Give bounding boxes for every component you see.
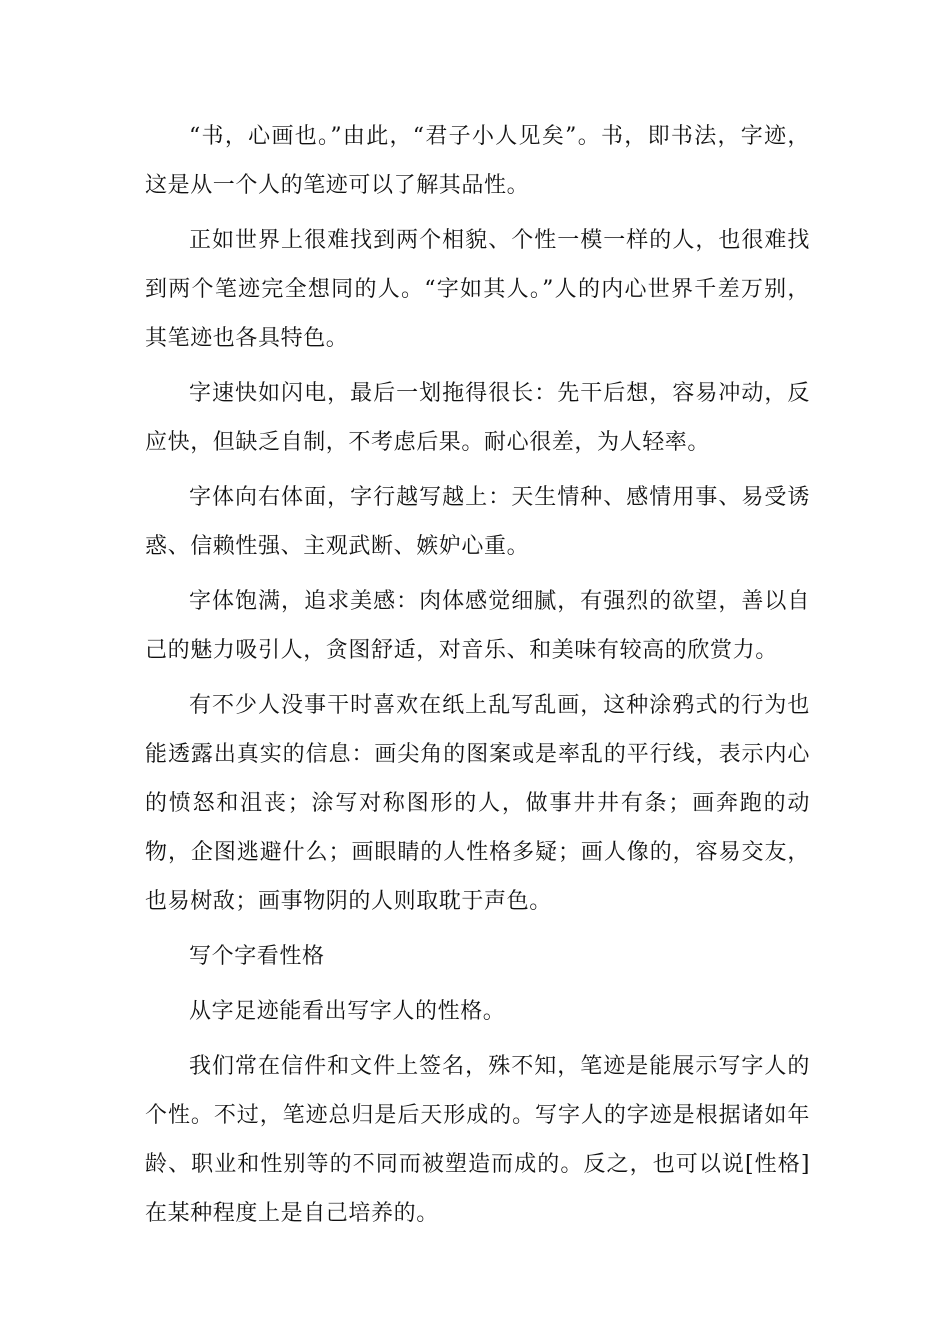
paragraph-6: 有不少人没事干时喜欢在纸上乱写乱画，这种涂鸦式的行为也能透露出真实的信息：画尖角的图案或是率乱的平行线，表示内心的愤怒和沮丧；涂写对称图形的人，做事井井有条；画奔跑的动物，企图逃避什么；画眼睛的人性格多疑；画人像的，容易交友，也易树敌；画事物阴的人则取耽于声色。 <box>145 693 810 914</box>
paragraph-7: 从字足迹能看出写字人的性格。 <box>189 999 506 1024</box>
paragraph-1: “书，心画也。”由此，“君子小人见矣”。书，即书法，字迹，这是从一个人的笔迹可以了解其品性。 <box>145 124 810 198</box>
document-body <box>145 112 810 1244</box>
paragraph-3: 字速快如闪电，最后一划拖得很长：先干后想，容易冲动，反应快，但缺乏自制，不考虑后果。耐心很差，为人轻率。 <box>145 381 810 455</box>
paragraph-5: 字体饱满，追求美感：肉体感觉细腻，有强烈的欲望，善以自己的魅力吸引人，贪图舒适，对音乐、和美味有较高的欣赏力。 <box>145 589 810 663</box>
paragraph-4: 字体向右体面，字行越写越上：天生情种、感情用事、易受诱惑、信赖性强、主观武断、嫉妒心重。 <box>145 485 810 559</box>
section-heading: 写个字看性格 <box>189 944 325 969</box>
paragraph-8: 我们常在信件和文件上签名，殊不知，笔迹是能展示写字人的个性。不过，笔迹总归是后天形成的。写字人的字迹是根据诸如年龄、职业和性别等的不同而被塑造而成的。反之，也可以说[性格]在某种程度上是自己培养的。 <box>145 1054 810 1226</box>
paragraph-2: 正如世界上很难找到两个相貌、个性一模一样的人，也很难找到两个笔迹完全想同的人。“字如其人。”人的内心世界千差万别，其笔迹也各具特色。 <box>145 228 810 351</box>
